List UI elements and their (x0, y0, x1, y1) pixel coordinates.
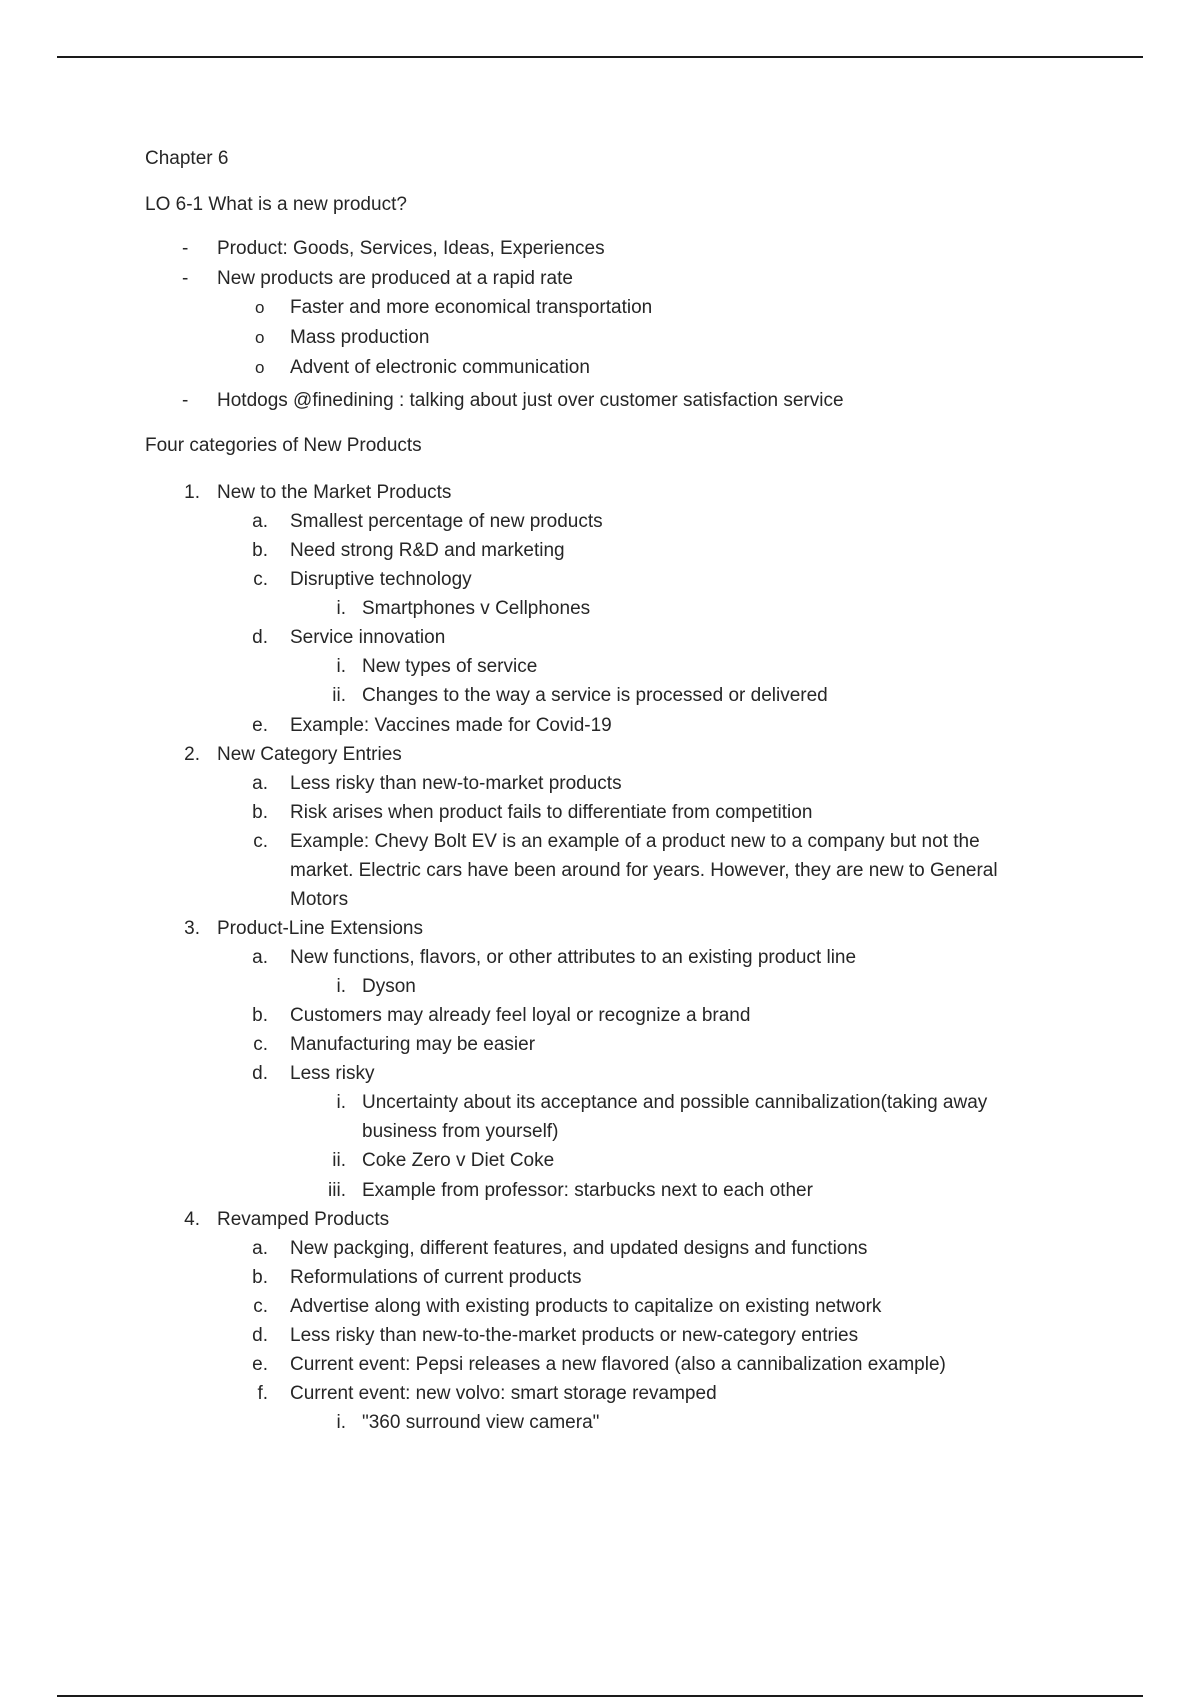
categories-heading: Four categories of New Products (145, 435, 422, 456)
list-item: New functions, flavors, or other attributes to an existing product line (290, 947, 857, 968)
list-marker: b. (252, 1267, 268, 1288)
list-item: Coke Zero v Diet Coke (362, 1150, 555, 1171)
category-title: Revamped Products (217, 1209, 390, 1230)
list-item: "360 surround view camera" (362, 1412, 600, 1433)
list-marker: e. (252, 715, 268, 736)
list-item: New packging, different features, and updated designs and functions (290, 1238, 868, 1259)
list-marker: d. (252, 627, 268, 648)
list-item-continuation: market. Electric cars have been around for years. However, they are new to General (290, 860, 998, 881)
list-item: Smallest percentage of new products (290, 511, 603, 532)
list-item-continuation: business from yourself) (362, 1121, 559, 1142)
list-item: Risk arises when product fails to differentiate from competition (290, 802, 813, 823)
list-item: New products are produced at a rapid rate (217, 268, 573, 289)
list-item: Advertise along with existing products to capitalize on existing network (290, 1296, 882, 1317)
list-item: Product: Goods, Services, Ideas, Experiences (217, 238, 605, 259)
category-title: New to the Market Products (217, 482, 452, 503)
list-marker: b. (252, 1005, 268, 1026)
list-item: Uncertainty about its acceptance and possible cannibalization(taking away (362, 1092, 988, 1113)
bullet-circle: o (255, 298, 265, 317)
category-title: New Category Entries (217, 744, 402, 765)
bottom-rule (57, 1695, 1143, 1697)
lo-heading: LO 6-1 What is a new product? (145, 194, 407, 215)
list-marker: f. (257, 1383, 268, 1404)
bullet-dash: - (182, 268, 189, 289)
list-item: Mass production (290, 327, 430, 348)
list-marker: b. (252, 802, 268, 823)
list-marker: i. (336, 598, 346, 619)
list-marker: ii. (332, 1150, 346, 1171)
list-item: Reformulations of current products (290, 1267, 582, 1288)
list-item: Example: Chevy Bolt EV is an example of a product new to a company but not the (290, 831, 980, 852)
list-item: Example: Vaccines made for Covid-19 (290, 715, 612, 736)
list-marker: b. (252, 540, 268, 561)
bullet-dash: - (182, 390, 189, 411)
list-item: Current event: Pepsi releases a new flavored (also a cannibalization example) (290, 1354, 946, 1375)
list-item: Less risky than new-to-the-market products or new-category entries (290, 1325, 859, 1346)
list-item: Changes to the way a service is processed or delivered (362, 685, 828, 706)
list-item: Example from professor: starbucks next to each other (362, 1180, 813, 1201)
list-item: Customers may already feel loyal or recognize a brand (290, 1005, 751, 1026)
list-marker: i. (336, 1412, 346, 1433)
list-item: Advent of electronic communication (290, 357, 590, 378)
list-marker: a. (252, 947, 268, 968)
bullet-dash: - (182, 238, 189, 259)
list-number: 2. (184, 744, 200, 765)
list-number: 3. (184, 918, 200, 939)
list-item: Less risky (290, 1063, 375, 1084)
list-marker: c. (253, 1034, 268, 1055)
list-marker: c. (253, 831, 268, 852)
list-marker: d. (252, 1063, 268, 1084)
list-item: Current event: new volvo: smart storage revamped (290, 1383, 717, 1404)
list-marker: iii. (328, 1180, 346, 1201)
list-marker: a. (252, 511, 268, 532)
list-item: Smartphones v Cellphones (362, 598, 591, 619)
list-item: New types of service (362, 656, 538, 677)
list-marker: i. (336, 1092, 346, 1113)
list-item: Dyson (362, 976, 416, 997)
list-marker: i. (336, 976, 346, 997)
list-marker: c. (253, 1296, 268, 1317)
list-marker: e. (252, 1354, 268, 1375)
category-title: Product-Line Extensions (217, 918, 423, 939)
list-number: 4. (184, 1209, 200, 1230)
list-item: Less risky than new-to-market products (290, 773, 622, 794)
list-item: Hotdogs @finedining : talking about just over customer satisfaction service (217, 390, 844, 411)
list-marker: a. (252, 1238, 268, 1259)
list-marker: a. (252, 773, 268, 794)
list-item-continuation: Motors (290, 889, 349, 910)
bullet-circle: o (255, 328, 265, 347)
chapter-title: Chapter 6 (145, 148, 229, 169)
list-number: 1. (184, 482, 200, 503)
list-marker: d. (252, 1325, 268, 1346)
list-item: Manufacturing may be easier (290, 1034, 536, 1055)
bullet-circle: o (255, 358, 265, 377)
list-item: Disruptive technology (290, 569, 472, 590)
list-item: Need strong R&D and marketing (290, 540, 565, 561)
list-marker: ii. (332, 685, 346, 706)
list-marker: c. (253, 569, 268, 590)
list-marker: i. (336, 656, 346, 677)
list-item: Service innovation (290, 627, 446, 648)
list-item: Faster and more economical transportation (290, 297, 653, 318)
